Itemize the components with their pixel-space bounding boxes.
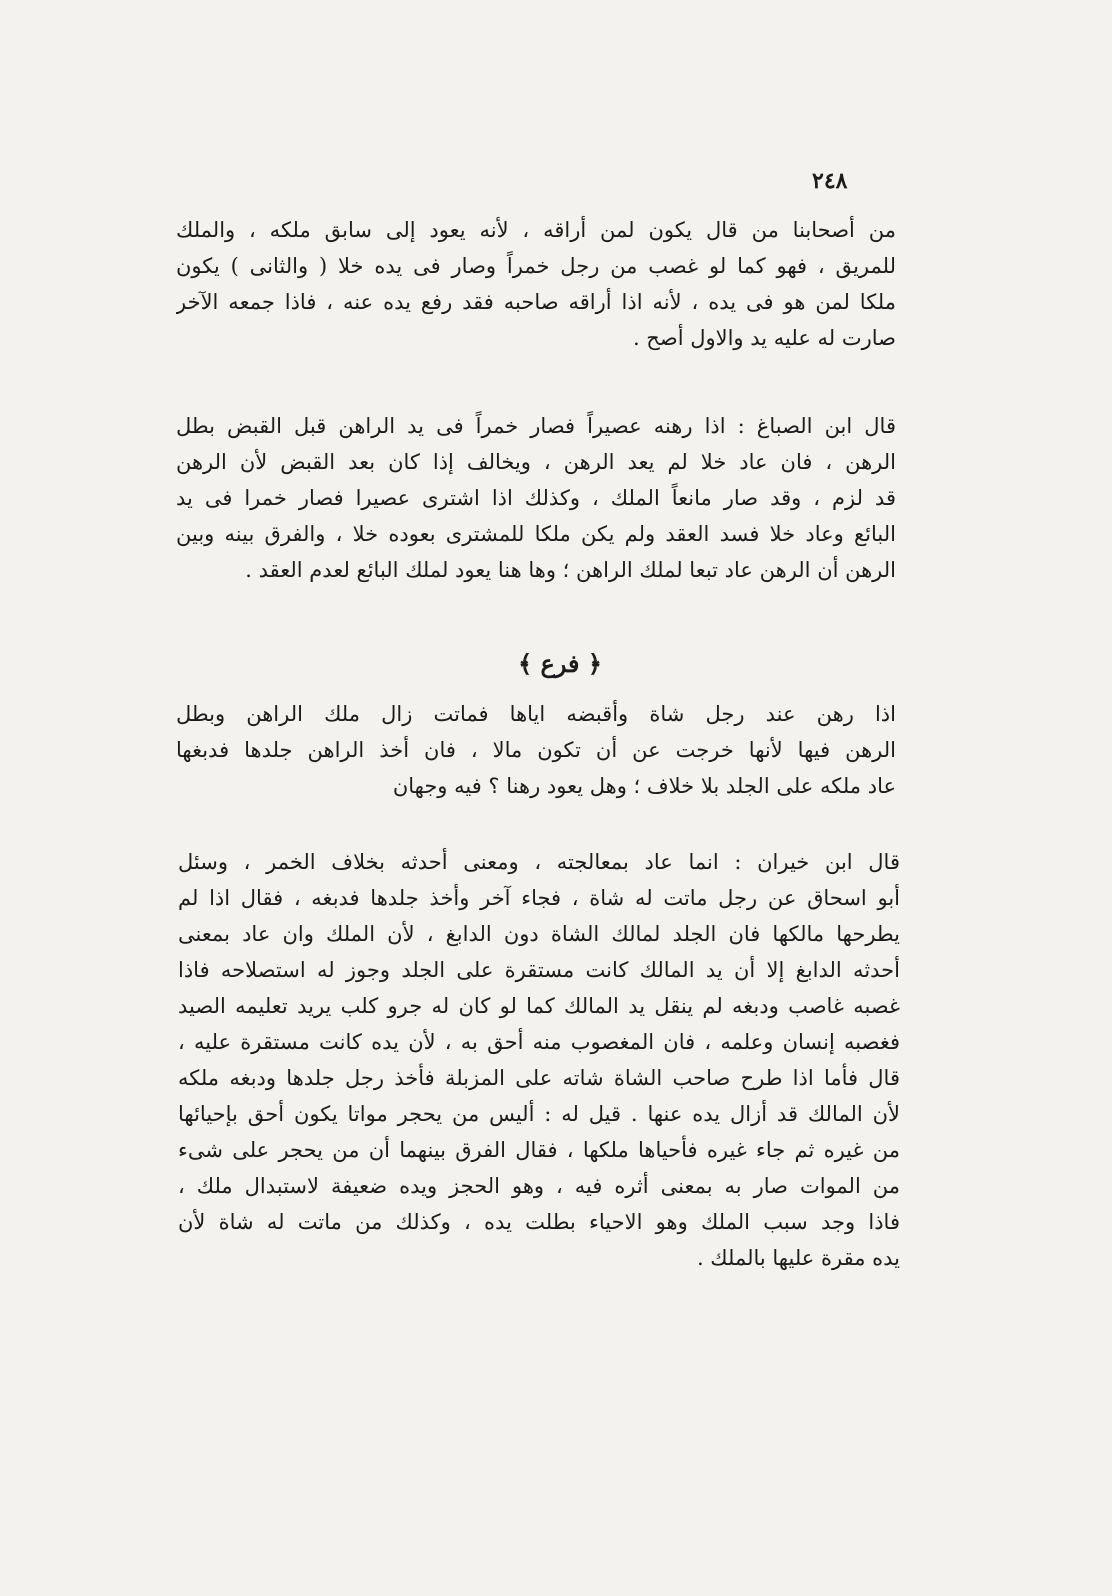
text-line: قال ابن الصباغ : اذا رهنه عصيراً فصار خمراً فى يد الراهن قبل القبض بطل xyxy=(176,414,896,438)
paragraph-1 xyxy=(176,212,896,356)
text-line: أحدثه الدابغ إلا أن يد المالك كانت مستقرة على الجلد وجوز له استصلاحه فاذا xyxy=(178,958,900,982)
text-line: غصبه غاصب ودبغه لم ينقل يد المالك كما لو كان له جرو كلب يريد تعليمه الصيد xyxy=(178,994,900,1018)
text-line: من الموات صار به بمعنى أثره فيه ، وهو الحجز ويده ضعيفة لاستبدال ملك ، xyxy=(178,1174,900,1198)
paragraph-4 xyxy=(178,844,900,1276)
paragraph-2 xyxy=(176,408,896,588)
text-line: يده مقرة عليها بالملك . xyxy=(696,1246,900,1270)
text-line: قال ابن خيران : انما عاد بمعالجته ، ومعنى أحدثه بخلاف الخمر ، وسئل xyxy=(178,850,900,874)
text-line: صارت له عليه يد والاول أصح . xyxy=(632,326,896,350)
text-line: عاد ملكه على الجلد بلا خلاف ؛ وهل يعود رهنا ؟ فيه وجهان xyxy=(392,774,896,798)
text-line: ملكا لمن هو فى يده ، لأنه اذا أراقه صاحبه فقد رفع يده عنه ، فاذا جمعه الآخر xyxy=(176,290,896,314)
page-number: ٢٤٨ xyxy=(812,168,848,194)
text-line: من غيره ثم جاء غيره فأحياها ملكها ، فقال الفرق بينهما أن من يحجر على شىء xyxy=(178,1138,900,1162)
text-line: الرهن ، فان عاد خلا لم يعد الرهن ، ويخالف إذا كان بعد القبض لأن الرهن xyxy=(176,450,896,474)
text-line: لأن المالك قد أزال يده عنها . قيل له : أليس من يحجر مواتا يكون أحق بإحيائها xyxy=(178,1102,900,1126)
text-line: قال فأما اذا طرح صاحب الشاة شاته على المزبلة فأخذ رجل جلدها ودبغه ملكه xyxy=(178,1066,900,1090)
text-line: فغصبه إنسان وعلمه ، فان المغصوب منه أحق به ، لأن يده كانت مستقرة عليه ، xyxy=(178,1030,900,1054)
text-line: قد لزم ، وقد صار مانعاً الملك ، وكذلك اذا اشترى عصيرا فصار خمرا فى يد xyxy=(176,486,896,510)
text-line: البائع وعاد خلا فسد العقد ولم يكن ملكا للمشترى بعوده خلا ، والفرق بينه وبين xyxy=(176,522,896,546)
text-line: اذا رهن عند رجل شاة وأقبضه اياها فماتت زال ملك الراهن وبطل xyxy=(176,702,896,726)
text-line: الرهن فيها لأنها خرجت عن أن تكون مالا ، فان أخذ الراهن جلدها فدبغها xyxy=(176,738,896,762)
text-line: للمريق ، فهو كما لو غصب من رجل خمراً وصار فى يده خلا ( والثانى ) يكون xyxy=(176,254,896,278)
text-line: يطرحها مالكها فان الجلد لمالك الشاة دون الدابغ ، لأن الملك وان عاد بمعنى xyxy=(178,922,900,946)
text-line: الرهن أن الرهن عاد تبعا لملك الراهن ؛ وها هنا يعود لملك البائع لعدم العقد . xyxy=(245,558,896,582)
text-line: من أصحابنا من قال يكون لمن أراقه ، لأنه يعود إلى سابق ملكه ، والملك xyxy=(176,218,896,242)
paragraph-3 xyxy=(176,696,896,804)
text-line: فاذا وجد سبب الملك وهو الاحياء بطلت يده ، وكذلك من ماتت له شاة لأن xyxy=(178,1210,900,1234)
text-line: أبو اسحاق عن رجل ماتت له شاة ، فجاء آخر وأخذ جلدها فدبغه ، فقال اذا لم xyxy=(178,886,900,910)
section-heading: ﴿ فرع ﴾ xyxy=(518,649,602,678)
